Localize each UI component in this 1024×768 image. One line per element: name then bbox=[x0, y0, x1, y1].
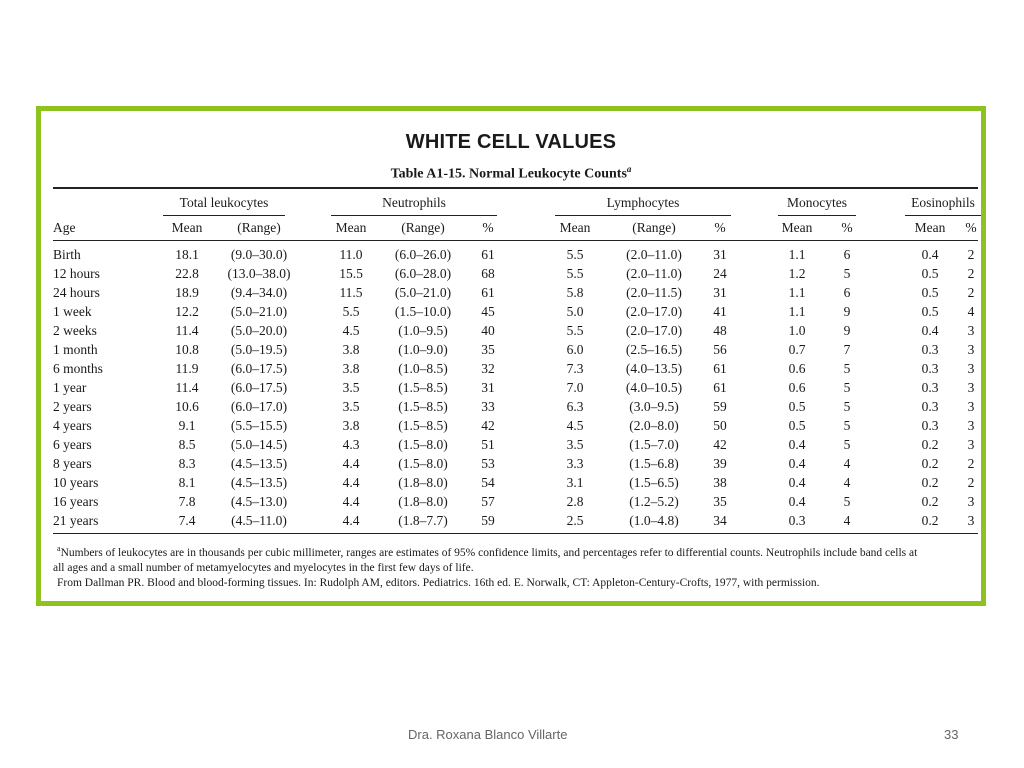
group-header-rule bbox=[163, 215, 285, 216]
table-cell: 3 bbox=[967, 342, 975, 357]
table-cell: 1.2 bbox=[788, 266, 806, 281]
age-cell: 2 years bbox=[53, 399, 92, 414]
table-cell: (2.0–8.0) bbox=[629, 418, 679, 433]
table-cell: 6 bbox=[843, 285, 851, 300]
age-cell: 10 years bbox=[53, 475, 99, 490]
table-cell: 39 bbox=[713, 456, 727, 471]
table-cell: (2.0–11.5) bbox=[626, 285, 682, 300]
table-cell: 0.4 bbox=[788, 475, 806, 490]
age-cell: Birth bbox=[53, 247, 81, 262]
column-header: Mean bbox=[171, 220, 203, 235]
table-cell: 10.8 bbox=[175, 342, 199, 357]
table-cell: 3 bbox=[967, 323, 975, 338]
table-cell: 0.2 bbox=[921, 513, 939, 528]
age-cell: 16 years bbox=[53, 494, 99, 509]
table-cell: 5.5 bbox=[566, 247, 584, 262]
table-cell: 5 bbox=[843, 494, 851, 509]
table-cell: 0.3 bbox=[788, 513, 806, 528]
group-header-rule bbox=[778, 215, 856, 216]
table-cell: 18.1 bbox=[175, 247, 199, 262]
table-cell: (1.5–6.8) bbox=[629, 456, 679, 471]
column-header: (Range) bbox=[237, 220, 281, 235]
table-cell: 15.5 bbox=[339, 266, 363, 281]
column-header: Mean bbox=[335, 220, 367, 235]
table-cell: 4.4 bbox=[342, 456, 360, 471]
table-cell: 4 bbox=[843, 513, 851, 528]
table-cell: (13.0–38.0) bbox=[227, 266, 291, 281]
table-cell: 50 bbox=[713, 418, 727, 433]
table-cell: 1.0 bbox=[788, 323, 806, 338]
group-header: Total leukocytes bbox=[179, 195, 269, 210]
table-cell: 31 bbox=[481, 380, 495, 395]
table-cell: 2.5 bbox=[566, 513, 584, 528]
table-cell: (4.5–13.5) bbox=[230, 456, 288, 471]
table-cell: 5.0 bbox=[566, 304, 584, 319]
table-cell: 6.0 bbox=[566, 342, 584, 357]
table-cell: 0.7 bbox=[788, 342, 806, 357]
table-cell: 51 bbox=[481, 437, 495, 452]
table-cell: (4.5–11.0) bbox=[231, 513, 287, 528]
table-cell: 5 bbox=[843, 437, 851, 452]
table-cell: 0.2 bbox=[921, 494, 939, 509]
table-cell: 5.5 bbox=[566, 323, 584, 338]
table-cell: 0.3 bbox=[921, 342, 939, 357]
table-cell: (1.0–9.5) bbox=[398, 323, 448, 338]
table-cell: 5 bbox=[843, 418, 851, 433]
table-cell: 0.6 bbox=[788, 361, 806, 376]
table-cell: 9 bbox=[843, 323, 851, 338]
column-header: % bbox=[482, 220, 494, 235]
table-cell: 0.4 bbox=[921, 247, 939, 262]
table-cell: 5 bbox=[843, 361, 851, 376]
table-cell: 40 bbox=[481, 323, 495, 338]
table-cell: 31 bbox=[713, 285, 727, 300]
table-cell: 18.9 bbox=[175, 285, 199, 300]
table-cell: 2.8 bbox=[566, 494, 584, 509]
table-cell: 0.3 bbox=[921, 361, 939, 376]
table-cell: (6.0–17.5) bbox=[230, 380, 288, 395]
table-cell: (5.0–14.5) bbox=[230, 437, 288, 452]
table-cell: 41 bbox=[713, 304, 727, 319]
table-cell: 3.8 bbox=[342, 418, 360, 433]
age-cell: 6 years bbox=[53, 437, 92, 452]
table-cell: (9.0–30.0) bbox=[230, 247, 288, 262]
table-cell: 45 bbox=[481, 304, 495, 319]
column-header: Mean bbox=[914, 220, 946, 235]
column-header: % bbox=[841, 220, 853, 235]
table-cell: 0.5 bbox=[921, 304, 939, 319]
table-cell: 4.4 bbox=[342, 513, 360, 528]
table-cell: 11.0 bbox=[339, 247, 363, 262]
table-cell: 0.4 bbox=[788, 456, 806, 471]
table-cell: 4 bbox=[843, 456, 851, 471]
table-cell: 4.3 bbox=[342, 437, 360, 452]
table-cell: 0.4 bbox=[921, 323, 939, 338]
table-cell: 2 bbox=[967, 475, 975, 490]
age-cell: 1 week bbox=[53, 304, 92, 319]
table-cell: 38 bbox=[713, 475, 727, 490]
footnote-line-1 bbox=[53, 541, 988, 561]
table-cell: 2 bbox=[967, 247, 975, 262]
table-cell: (1.2–5.2) bbox=[629, 494, 679, 509]
table-cell: (1.5–8.0) bbox=[398, 437, 448, 452]
column-header: Mean bbox=[781, 220, 813, 235]
table-figure-frame bbox=[36, 106, 986, 606]
table-cell: (2.0–17.0) bbox=[625, 323, 683, 338]
table-cell: (4.0–10.5) bbox=[625, 380, 683, 395]
table-cell: 4.5 bbox=[342, 323, 360, 338]
table-cell: (2.0–11.0) bbox=[626, 266, 682, 281]
table-cell: 31 bbox=[713, 247, 727, 262]
table-cell: 5 bbox=[843, 399, 851, 414]
table-cell: 53 bbox=[481, 456, 495, 471]
group-header: Lymphocytes bbox=[606, 195, 680, 210]
table-cell: 3 bbox=[967, 418, 975, 433]
table-cell: 5 bbox=[843, 380, 851, 395]
table-cell: 59 bbox=[713, 399, 727, 414]
table-cell: 61 bbox=[713, 361, 727, 376]
table-cell: 7.3 bbox=[566, 361, 584, 376]
table-cell: 5.8 bbox=[566, 285, 584, 300]
table-cell: 11.4 bbox=[175, 323, 199, 338]
table-cell: 35 bbox=[481, 342, 495, 357]
column-header: Age bbox=[53, 220, 76, 235]
table-cell: 6 bbox=[843, 247, 851, 262]
table-cell: (1.5–8.5) bbox=[398, 399, 448, 414]
table-cell: (1.8–7.7) bbox=[398, 513, 448, 528]
table-cell: 57 bbox=[481, 494, 495, 509]
table-cell: (1.0–8.5) bbox=[398, 361, 448, 376]
table-cell: (4.0–13.5) bbox=[625, 361, 683, 376]
table-cell: 35 bbox=[713, 494, 727, 509]
table-cell: (1.5–8.5) bbox=[398, 418, 448, 433]
table-cell: 0.2 bbox=[921, 475, 939, 490]
table-cell: 0.4 bbox=[788, 437, 806, 452]
table-cell: 7 bbox=[843, 342, 851, 357]
table-top-rule bbox=[53, 187, 978, 189]
table-cell: 8.5 bbox=[178, 437, 196, 452]
table-cell: 0.4 bbox=[788, 494, 806, 509]
table-cell: 0.6 bbox=[788, 380, 806, 395]
table-cell: (1.8–8.0) bbox=[398, 475, 448, 490]
table-cell: 32 bbox=[481, 361, 495, 376]
table-cell: 33 bbox=[481, 399, 495, 414]
table-cell: 0.5 bbox=[788, 418, 806, 433]
table-cell: 9.1 bbox=[178, 418, 196, 433]
footnote-marker: a bbox=[57, 544, 61, 553]
column-header: (Range) bbox=[401, 220, 445, 235]
table-cell: 59 bbox=[481, 513, 495, 528]
table-cell: 11.9 bbox=[175, 361, 199, 376]
table-cell: 0.3 bbox=[921, 399, 939, 414]
group-header: Eosinophils bbox=[911, 195, 975, 210]
source-citation: From Dallman PR. Blood and blood-forming tissues. In: Rudolph AM, editors. Pediatrics. 16th ed. E. Norwalk, CT: Appleton-Century-Crofts, 1977, with permission. bbox=[57, 576, 820, 589]
table-cell: 56 bbox=[713, 342, 727, 357]
table-cell: 2 bbox=[967, 266, 975, 281]
table-cell: 0.3 bbox=[921, 418, 939, 433]
age-cell: 24 hours bbox=[53, 285, 100, 300]
table-cell: 1.1 bbox=[788, 247, 806, 262]
table-cell: 10.6 bbox=[175, 399, 199, 414]
table-cell: 6.3 bbox=[566, 399, 584, 414]
group-header-rule bbox=[331, 215, 497, 216]
table-cell: (1.8–8.0) bbox=[398, 494, 448, 509]
table-cell: (1.5–8.5) bbox=[398, 380, 448, 395]
table-cell: 8.3 bbox=[178, 456, 196, 471]
table-cell: 42 bbox=[713, 437, 727, 452]
table-caption-marker: a bbox=[626, 164, 632, 174]
column-header: % bbox=[965, 220, 977, 235]
table-cell: (6.0–28.0) bbox=[394, 266, 452, 281]
table-cell: 4 bbox=[843, 475, 851, 490]
age-cell: 21 years bbox=[53, 513, 99, 528]
table-cell: 0.2 bbox=[921, 437, 939, 452]
footnote-line-1-text: Numbers of leukocytes are in thousands per cubic millimeter, ranges are estimates of 95% confidence limits, and percentages refer to differential counts. Neutrophils include band cells at bbox=[60, 546, 918, 559]
column-header: Mean bbox=[559, 220, 591, 235]
group-header: Monocytes bbox=[787, 195, 847, 210]
table-cell: 3 bbox=[967, 437, 975, 452]
table-cell: 0.5 bbox=[921, 266, 939, 281]
age-cell: 2 weeks bbox=[53, 323, 97, 338]
table-cell: (6.0–26.0) bbox=[394, 247, 452, 262]
table-cell: 11.5 bbox=[339, 285, 363, 300]
table-cell: 8.1 bbox=[178, 475, 196, 490]
table-cell: (1.5–10.0) bbox=[394, 304, 452, 319]
table-cell: 54 bbox=[481, 475, 495, 490]
table-cell: (6.0–17.0) bbox=[230, 399, 288, 414]
table-caption bbox=[41, 164, 981, 183]
table-cell: 3 bbox=[967, 380, 975, 395]
table-cell: 1.1 bbox=[788, 285, 806, 300]
table-cell: (5.0–21.0) bbox=[394, 285, 452, 300]
figure-title: WHITE CELL VALUES bbox=[405, 131, 617, 153]
table-cell: 4.4 bbox=[342, 494, 360, 509]
table-cell: 5.5 bbox=[566, 266, 584, 281]
column-header: % bbox=[714, 220, 726, 235]
table-cell: (2.5–16.5) bbox=[625, 342, 683, 357]
table-cell: 61 bbox=[713, 380, 727, 395]
group-header-rule bbox=[905, 215, 981, 216]
table-cell: 5.5 bbox=[342, 304, 360, 319]
table-cell: 3.5 bbox=[566, 437, 584, 452]
footnote bbox=[53, 541, 988, 591]
age-cell: 4 years bbox=[53, 418, 92, 433]
table-cell: (5.0–20.0) bbox=[230, 323, 288, 338]
age-cell: 6 months bbox=[53, 361, 103, 376]
table-cell: (1.5–7.0) bbox=[629, 437, 679, 452]
table-cell: 1.1 bbox=[788, 304, 806, 319]
table-cell: 48 bbox=[713, 323, 727, 338]
slide-author: Dra. Roxana Blanco Villarte bbox=[408, 727, 568, 742]
table-cell: 12.2 bbox=[175, 304, 199, 319]
table-cell: 4.4 bbox=[342, 475, 360, 490]
table-cell: (6.0–17.5) bbox=[230, 361, 288, 376]
table-cell: (2.0–17.0) bbox=[625, 304, 683, 319]
table-cell: 3 bbox=[967, 399, 975, 414]
footnote-line-2: all ages and a small number of metamyelocytes and myelocytes in the first few days of life. bbox=[53, 561, 474, 574]
table-cell: (1.0–9.0) bbox=[398, 342, 448, 357]
age-cell: 12 hours bbox=[53, 266, 100, 281]
table-cell: 3 bbox=[967, 361, 975, 376]
header-bottom-rule bbox=[53, 240, 978, 241]
table-cell: (4.5–13.5) bbox=[230, 475, 288, 490]
group-header-rule bbox=[555, 215, 731, 216]
table-cell: (1.0–4.8) bbox=[629, 513, 679, 528]
table-bottom-rule bbox=[53, 533, 978, 534]
table-cell: (1.5–8.0) bbox=[398, 456, 448, 471]
table-cell: 3.5 bbox=[342, 399, 360, 414]
table-cell: 42 bbox=[481, 418, 495, 433]
table-cell: (5.5–15.5) bbox=[230, 418, 288, 433]
table-cell: 3 bbox=[967, 513, 975, 528]
group-header: Neutrophils bbox=[382, 195, 446, 210]
table-cell: 4 bbox=[967, 304, 975, 319]
table-cell: 3.1 bbox=[566, 475, 584, 490]
age-cell: 1 year bbox=[53, 380, 87, 395]
age-cell: 1 month bbox=[53, 342, 98, 357]
table-cell: (3.0–9.5) bbox=[629, 399, 679, 414]
table-cell: 2 bbox=[967, 285, 975, 300]
table-caption-text: Table A1-15. Normal Leukocyte Counts bbox=[390, 166, 627, 182]
table-cell: (1.5–6.5) bbox=[629, 475, 679, 490]
table-cell: 22.8 bbox=[175, 266, 199, 281]
age-cell: 8 years bbox=[53, 456, 92, 471]
table-cell: 24 bbox=[713, 266, 727, 281]
table-cell: (5.0–19.5) bbox=[230, 342, 288, 357]
table-cell: 2 bbox=[967, 456, 975, 471]
table-cell: 3.8 bbox=[342, 361, 360, 376]
table-cell: 3 bbox=[967, 494, 975, 509]
table-cell: 3.3 bbox=[566, 456, 584, 471]
table-cell: 0.3 bbox=[921, 380, 939, 395]
table-cell: 9 bbox=[843, 304, 851, 319]
table-cell: 7.0 bbox=[566, 380, 584, 395]
table-cell: 68 bbox=[481, 266, 495, 281]
table-cell: 3.5 bbox=[342, 380, 360, 395]
table-cell: (9.4–34.0) bbox=[230, 285, 288, 300]
table-cell: 11.4 bbox=[175, 380, 199, 395]
table-cell: 61 bbox=[481, 247, 495, 262]
table-cell: 7.4 bbox=[178, 513, 196, 528]
table-cell: (4.5–13.0) bbox=[230, 494, 288, 509]
table-cell: 4.5 bbox=[566, 418, 584, 433]
table-cell: 5 bbox=[843, 266, 851, 281]
table-cell: 0.2 bbox=[921, 456, 939, 471]
table-cell: (2.0–11.0) bbox=[626, 247, 682, 262]
column-header: (Range) bbox=[632, 220, 676, 235]
slide-page-number: 33 bbox=[944, 727, 959, 742]
table-cell: 0.5 bbox=[788, 399, 806, 414]
table-cell: (5.0–21.0) bbox=[230, 304, 288, 319]
table-cell: 0.5 bbox=[921, 285, 939, 300]
table-cell: 3.8 bbox=[342, 342, 360, 357]
table-cell: 34 bbox=[713, 513, 727, 528]
table-cell: 61 bbox=[481, 285, 495, 300]
table-cell: 7.8 bbox=[178, 494, 196, 509]
